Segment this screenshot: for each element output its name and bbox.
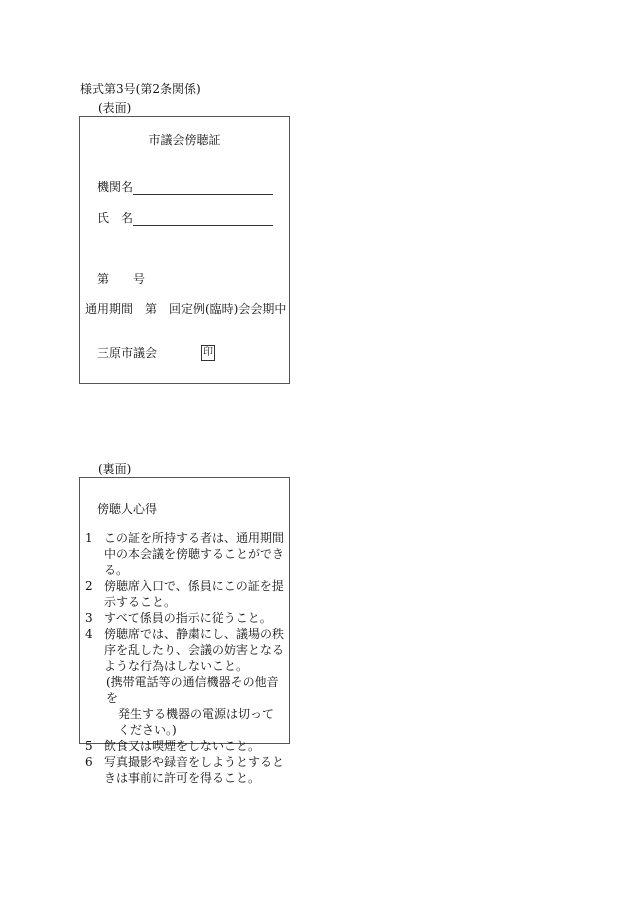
rule-note: [104, 674, 285, 738]
name-field-label: 氏 名: [97, 211, 134, 225]
rule-item: [85, 738, 285, 754]
rules-heading: 傍聴人心得: [97, 502, 158, 516]
org-field-label: 機関名: [97, 180, 134, 194]
pass-card-back: [79, 477, 290, 785]
rule-text: この証を所持する者は、通用期間中の本会議を傍聴することができる。: [104, 531, 285, 577]
rule-text: 傍聴席入口で、係員にこの証を提示すること。: [104, 579, 284, 609]
rules-list: [85, 530, 285, 786]
rule-item: [85, 610, 285, 626]
org-field-line: [133, 182, 273, 195]
rule-number: 2: [85, 579, 93, 593]
front-side-label: (表面): [98, 101, 132, 115]
back-side-label: (裏面): [98, 462, 132, 476]
form-number: 様式第3号(第2条関係): [80, 82, 201, 96]
rule-number: 4: [85, 627, 93, 641]
issuer-name: 三原市議会: [97, 346, 158, 360]
rule-text: 写真撮影や録音をしようとするときは事前に許可を得ること。: [104, 755, 285, 785]
pass-card-front: [79, 116, 290, 384]
rule-text: 飲食又は喫煙をしないこと。: [104, 739, 261, 753]
rule-number: 6: [85, 755, 93, 769]
org-field-row: [97, 178, 273, 195]
seal-mark: 印: [201, 345, 215, 361]
validity-period-line: 通用期間 第 回定例(臨時)会会期中: [85, 302, 287, 316]
card-title: 市議会傍聴証: [148, 133, 221, 147]
rule-number: 1: [85, 531, 93, 545]
rule-note-rest: 発生する機器の電源は切ってください。): [118, 707, 275, 737]
name-field-line: [133, 213, 273, 226]
rule-item: [85, 530, 285, 578]
rule-number: 5: [85, 739, 93, 753]
issuer-row: [97, 344, 215, 361]
pass-number-line: 第 号: [97, 272, 146, 286]
rule-note-open: (携帯電話等の通信機器その他音を: [106, 675, 279, 705]
rule-text: 傍聴席では、静粛にし、議場の秩序を乱したり、会議の妨害となるような行為はしないこと。: [104, 627, 285, 673]
rule-item: [85, 578, 285, 610]
rule-number: 3: [85, 611, 93, 625]
rule-text: すべて係員の指示に従うこと。: [104, 611, 272, 625]
name-field-row: [97, 209, 273, 226]
rule-item: [85, 754, 285, 786]
rule-item: [85, 626, 285, 738]
